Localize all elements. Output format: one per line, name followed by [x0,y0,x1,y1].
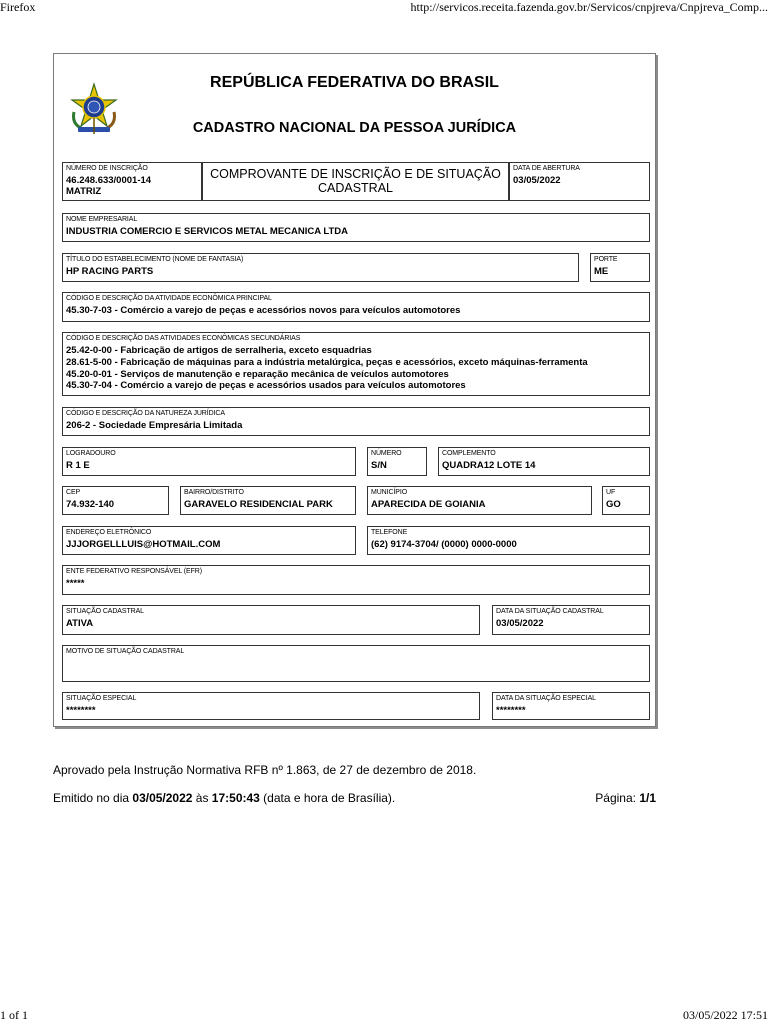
print-header-left: Firefox [0,0,36,14]
numero-box [367,447,427,476]
data-situacao-label: DATA DA SITUAÇÃO CADASTRAL [496,608,604,615]
document-subtitle: CADASTRO NACIONAL DA PESSOA JURÍDICA [192,120,517,136]
efr-label: ENTE FEDERATIVO RESPONSÁVEL (EFR) [66,568,202,575]
bairro-label: BAIRRO/DISTRITO [184,489,244,496]
numero-value: S/N [371,460,387,471]
emitido-suffix: (data e hora de Brasília). [259,791,396,805]
emitido-mid: às [192,791,212,805]
comprovante-title: COMPROVANTE DE INSCRIÇÃO E DE SITUAÇÃO CADASTRAL [210,167,501,195]
emitido-prefix: Emitido no dia [53,791,133,805]
email-box [62,526,356,555]
situacao-cadastral-value: ATIVA [66,618,94,629]
porte-label: PORTE [594,256,618,263]
efr-value: ***** [66,578,85,589]
logradouro-value: R 1 E [66,460,90,471]
data-situacao-especial-box [492,692,650,720]
porte-box [590,253,650,282]
motivo-box [62,645,650,682]
inscricao-type: MATRIZ [66,186,102,197]
natureza-juridica-label: CÓDIGO E DESCRIÇÃO DA NATUREZA JURÍDICA [66,410,225,417]
print-footer-page: 1 of 1 [0,1008,28,1022]
situacao-cadastral-label: SITUAÇÃO CADASTRAL [66,608,144,615]
situacao-especial-box [62,692,480,720]
atividades-secundarias-label: CÓDIGO E DESCRIÇÃO DAS ATIVIDADES ECONÔMICAS SECUNDÁRIAS [66,335,301,342]
atividade-secundaria-item: 28.61-5-00 - Fabricação de máquinas para a indústria metalúrgica, peças e acessórios, exceto máquinas-ferramenta [66,356,588,368]
atividade-principal-label: CÓDIGO E DESCRIÇÃO DA ATIVIDADE ECONÔMICA PRINCIPAL [66,295,272,302]
nome-empresarial-label: NOME EMPRESARIAL [66,216,138,223]
nome-empresarial-value: INDUSTRIA COMERCIO E SERVICOS METAL MECANICA LTDA [66,226,349,237]
situacao-especial-value: ******** [66,705,96,716]
motivo-label: MOTIVO DE SITUAÇÃO CADASTRAL [66,648,185,655]
complemento-box [438,447,650,476]
cep-value: 74.932-140 [66,499,115,510]
inscricao-label: NÚMERO DE INSCRIÇÃO [66,165,148,172]
fantasia-box [62,253,579,282]
inscricao-number: 46.248.633/0001-14 [66,175,152,186]
telefone-label: TELEFONE [371,529,408,536]
atividades-secundarias-list [66,345,588,392]
data-situacao-especial-value: ******** [496,705,526,716]
uf-box [602,486,650,515]
abertura-box [509,162,650,201]
nome-empresarial-box [62,213,650,242]
bairro-box [180,486,356,515]
complemento-label: COMPLEMENTO [442,450,496,457]
municipio-value: APARECIDA DE GOIANIA [371,499,486,510]
fantasia-label: TÍTULO DO ESTABELECIMENTO (NOME DE FANTASIA) [66,256,244,263]
municipio-box [367,486,592,515]
bairro-value: GARAVELO RESIDENCIAL PARK [184,499,333,510]
data-situacao-especial-label: DATA DA SITUAÇÃO ESPECIAL [496,695,596,702]
print-header-url: http://servicos.receita.fazenda.gov.br/Servicos/cnpjreva/Cnpjreva_Comp... [410,0,768,14]
municipio-label: MUNICÍPIO [371,489,408,496]
natureza-juridica-value: 206-2 - Sociedade Empresária Limitada [66,420,243,431]
inscricao-box [62,162,202,201]
pagina-value: 1/1 [639,791,656,805]
atividade-secundaria-item: 45.20-0-01 - Serviços de manutenção e reparação mecânica de veículos automotores [66,368,449,380]
atividade-secundaria-item: 25.42-0-00 - Fabricação de artigos de serralheria, exceto esquadrias [66,345,372,356]
email-label: ENDEREÇO ELETRÔNICO [66,529,152,536]
email-value: JJJORGELLLUIS@HOTMAIL.COM [66,539,221,550]
abertura-label: DATA DE ABERTURA [513,165,580,172]
emitido-date: 03/05/2022 [132,791,193,805]
efr-box [62,565,650,595]
cep-box [62,486,169,515]
abertura-value: 03/05/2022 [513,175,561,186]
atividades-secundarias-box [62,332,650,396]
print-footer-datetime: 03/05/2022 17:51 [682,1008,768,1022]
natureza-juridica-box [62,407,650,436]
emitido-note [53,791,395,805]
pagina-label: Página: [595,791,640,805]
situacao-especial-label: SITUAÇÃO ESPECIAL [66,695,137,702]
data-situacao-box [492,605,650,635]
comprovante-box [202,162,509,201]
document-title: REPÚBLICA FEDERATIVA DO BRASIL [210,74,499,91]
fantasia-value: HP RACING PARTS [66,266,154,277]
situacao-cadastral-box [62,605,480,635]
logradouro-box [62,447,356,476]
atividade-secundaria-item: 45.30-7-04 - Comércio a varejo de peças e acessórios usados para veículos automotores [66,380,466,392]
atividade-principal-box [62,292,650,322]
data-situacao-value: 03/05/2022 [496,618,544,629]
pagina-note [595,791,656,805]
complemento-value: QUADRA12 LOTE 14 [442,460,536,471]
uf-label: UF [606,489,616,496]
numero-label: NÚMERO [371,450,402,457]
emitido-time: 17:50:43 [211,791,260,805]
porte-value: ME [594,266,609,277]
telefone-box [367,526,650,555]
uf-value: GO [606,499,621,510]
logradouro-label: LOGRADOURO [66,450,116,457]
atividade-principal-value: 45.30-7-03 - Comércio a varejo de peças e acessórios novos para veículos automotores [66,305,461,316]
aprovado-note: Aprovado pela Instrução Normativa RFB nº 1.863, de 27 de dezembro de 2018. [53,763,477,777]
cep-label: CEP [66,489,81,496]
cnpj-document [53,53,656,727]
telefone-value: (62) 9174-3704/ (0000) 0000-0000 [371,539,517,550]
